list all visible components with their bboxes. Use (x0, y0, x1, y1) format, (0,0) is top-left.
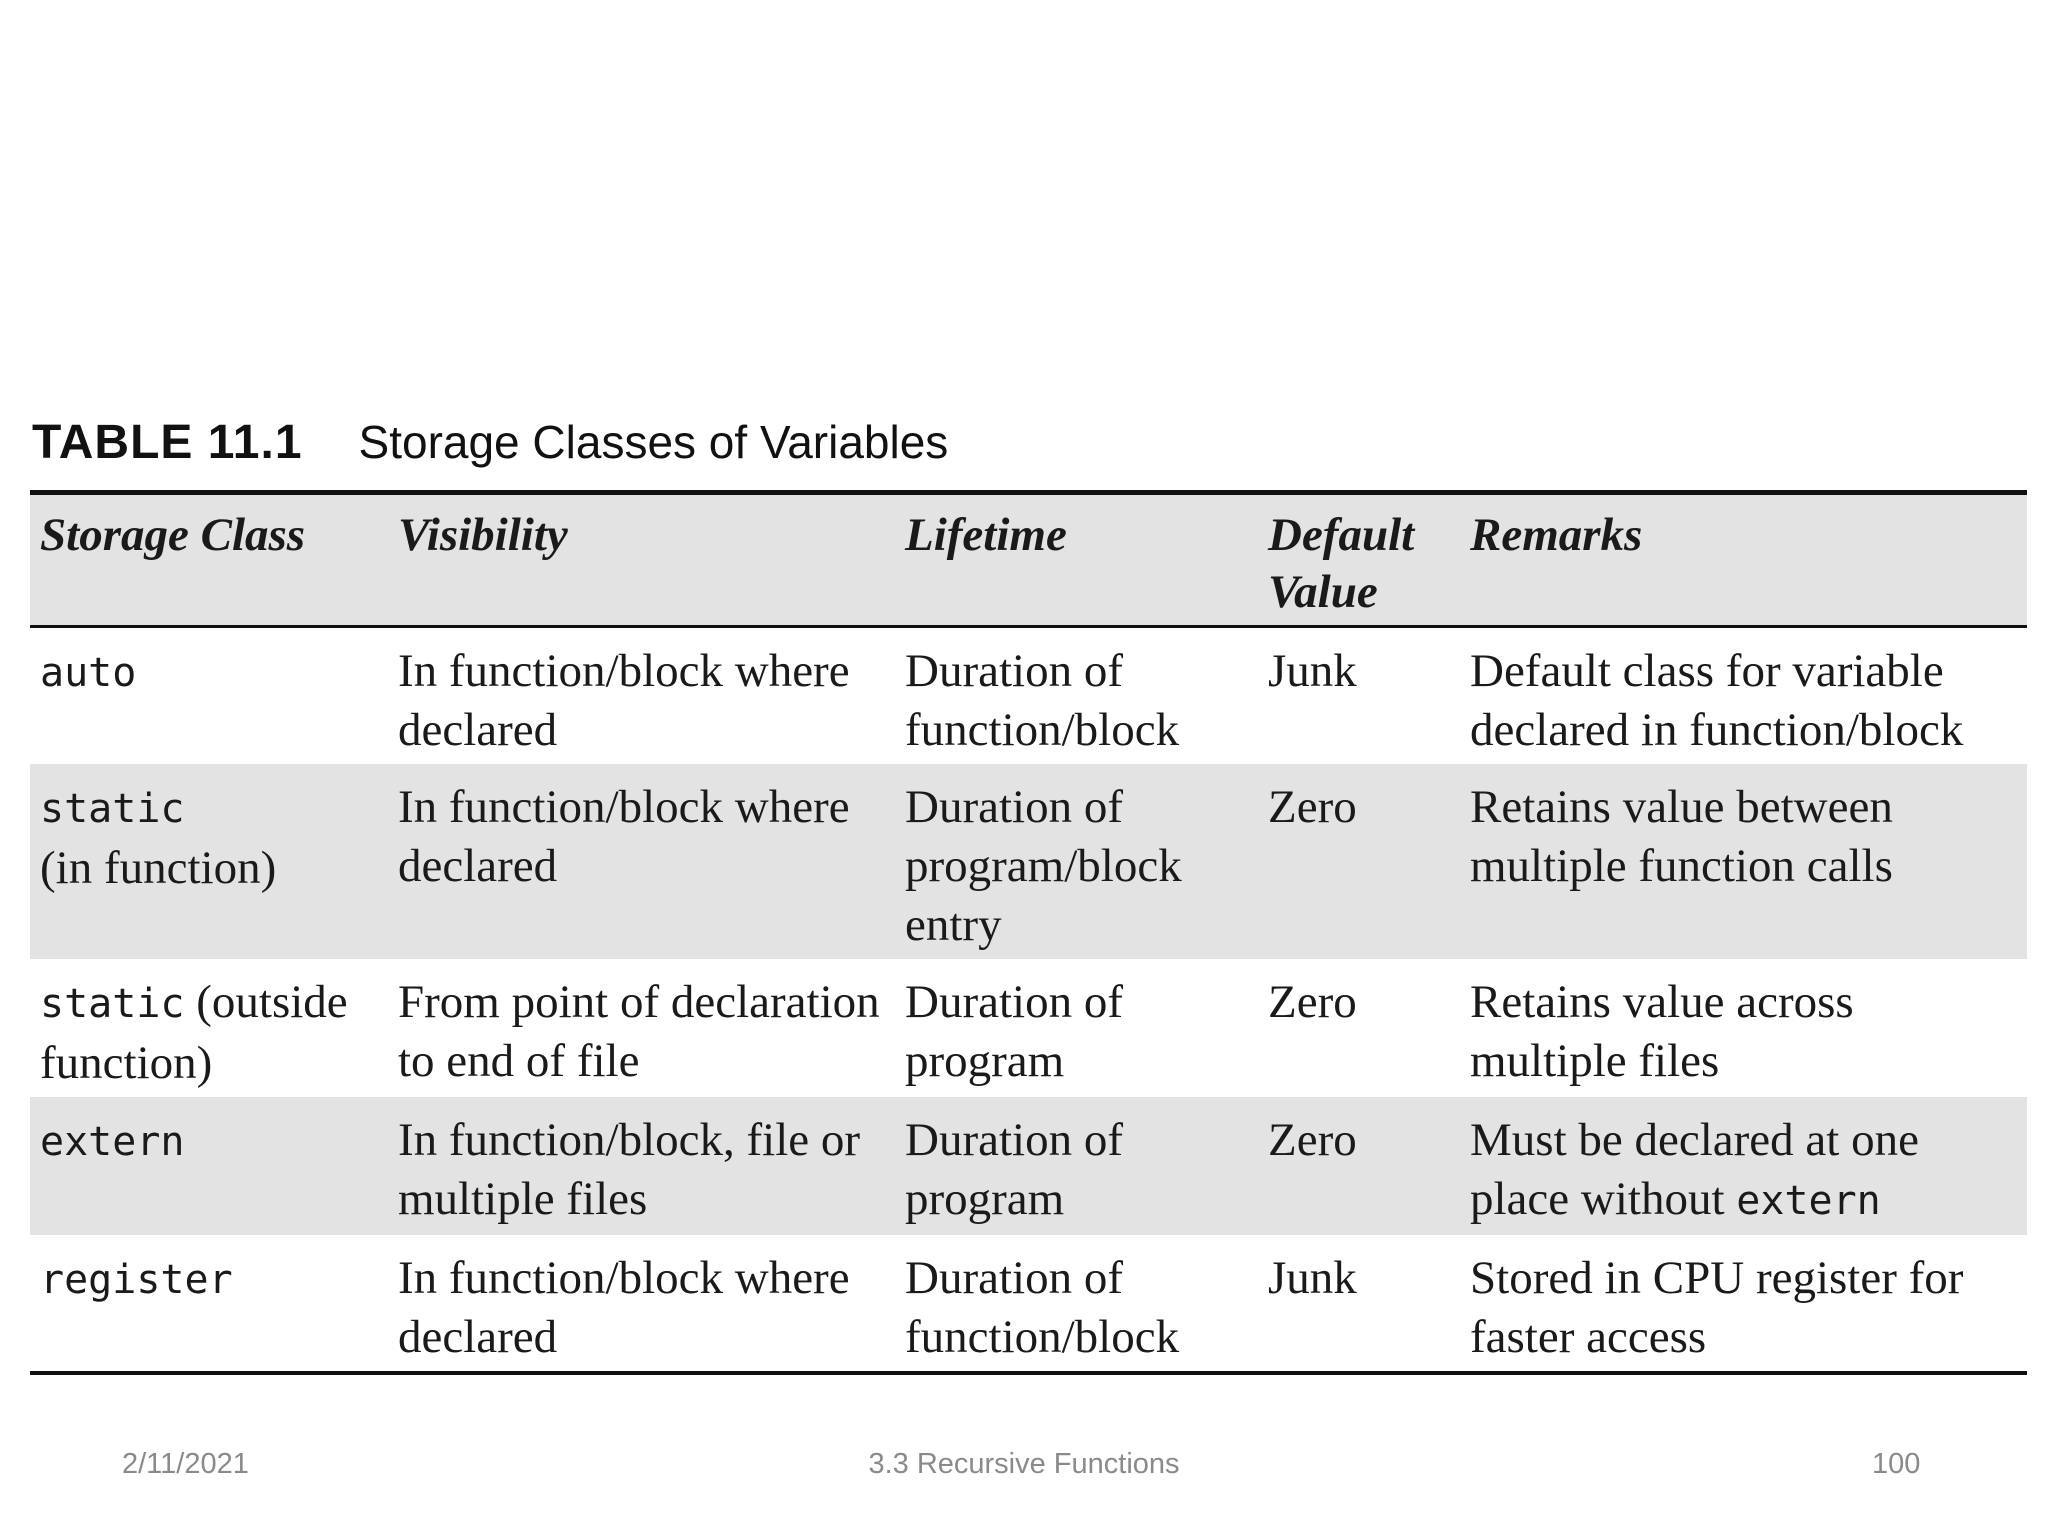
storage-class-keyword: extern (40, 1119, 185, 1165)
cell-remarks: Default class for variable declared in function/block (1470, 645, 1964, 756)
table-caption (32, 412, 948, 472)
header-remarks: Remarks (1470, 509, 1643, 561)
cell-default-value: Zero (1268, 781, 1357, 833)
cell-default-value: Junk (1268, 645, 1357, 697)
cell-default-value: Zero (1268, 1114, 1357, 1166)
table-row (30, 764, 2027, 959)
cell-default-value: Junk (1268, 1252, 1357, 1304)
cell-visibility: In function/block where declared (398, 781, 850, 892)
table-number: TABLE 11.1 (32, 415, 303, 469)
cell-remarks (1460, 1097, 2027, 1235)
cell-storage-class (30, 764, 388, 959)
storage-class-keyword: auto (40, 650, 137, 696)
table-row (30, 627, 2027, 765)
cell-visibility: In function/block where declared (398, 1252, 850, 1363)
header-lifetime: Lifetime (905, 509, 1067, 561)
storage-class-qualifier: (in function) (40, 842, 277, 894)
cell-storage-class (30, 1235, 388, 1373)
cell-lifetime: Duration of program/block entry (905, 781, 1182, 951)
table-header-row (30, 493, 2027, 627)
storage-class-keyword: static (40, 786, 185, 832)
cell-default-value: Zero (1268, 976, 1357, 1028)
remarks-keyword: extern (1736, 1178, 1881, 1224)
cell-storage-class (30, 627, 388, 765)
cell-lifetime: Duration of program (905, 976, 1123, 1087)
storage-class-keyword: static (40, 981, 185, 1027)
footer-date: 2/11/2021 (122, 1448, 249, 1480)
cell-remarks: Retains value between multiple function calls (1470, 781, 1893, 892)
cell-storage-class (30, 959, 388, 1097)
header-storage-class: Storage Class (40, 509, 306, 561)
storage-class-qualifier: (outside function) (40, 976, 348, 1089)
cell-storage-class (30, 1097, 388, 1235)
table-row (30, 1097, 2027, 1235)
storage-classes-table (30, 490, 2027, 1375)
table-title: Storage Classes of Variables (358, 416, 949, 468)
footer-page-number: 100 (1872, 1448, 1921, 1480)
footer-title: 3.3 Recursive Functions (868, 1448, 1180, 1480)
cell-lifetime: Duration of program (905, 1114, 1123, 1225)
cell-remarks: Stored in CPU register for faster access (1470, 1252, 1964, 1363)
header-default-value: Default Value (1268, 509, 1415, 618)
cell-lifetime: Duration of function/block (905, 645, 1180, 756)
table-row (30, 1235, 2027, 1373)
cell-lifetime: Duration of function/block (905, 1252, 1180, 1363)
cell-visibility: In function/block where declared (398, 645, 850, 756)
cell-visibility: In function/block, file or multiple files (398, 1114, 861, 1225)
storage-class-keyword: register (40, 1257, 233, 1303)
remarks-text: Must be declared at one place without (1470, 1114, 1919, 1225)
header-visibility: Visibility (398, 509, 568, 561)
cell-visibility: From point of declaration to end of file (398, 976, 880, 1087)
table-row (30, 959, 2027, 1097)
cell-remarks: Retains value across multiple files (1470, 976, 1854, 1087)
